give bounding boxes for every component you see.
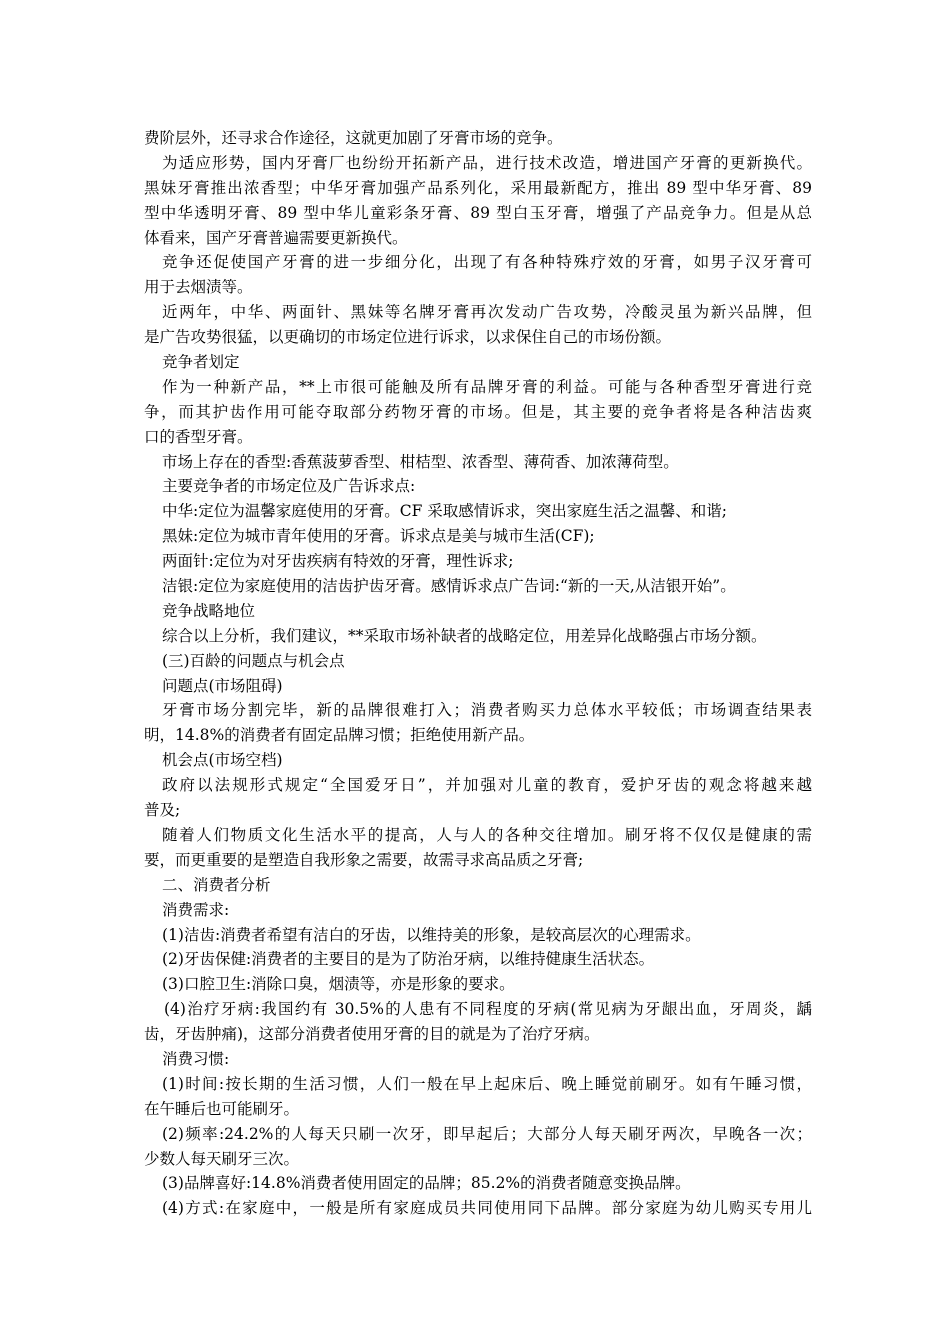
text-line: (2)牙齿保健:消费者的主要目的是为了防治牙病，以维持健康生活状态。 xyxy=(162,950,655,969)
text-line: (1)洁齿:消费者希望有洁白的牙齿，以维持美的形象，是较高层次的心理需求。 xyxy=(162,925,701,944)
text-line: 问题点(市场阻碍) xyxy=(162,676,283,695)
text-line: 牙膏市场分割完毕，新的品牌很难打入；消费者购买力总体水平较低；市场调查结果表 xyxy=(162,701,812,720)
text-line: 齿，牙齿肿痛)，这部分消费者使用牙膏的目的就是为了治疗牙病。 xyxy=(144,1025,600,1044)
text-line: 明，14.8%的消费者有固定品牌习惯；拒绝使用新产品。 xyxy=(144,726,535,745)
text-line: 型中华透明牙膏、89 型中华儿童彩条牙膏、89 型白玉牙膏，增强了产品竞争力。但是从总 xyxy=(144,203,812,222)
text-line: 竞争者划定 xyxy=(162,353,240,372)
text-line: (3)品牌喜好:14.8%消费者使用固定的品牌；85.2%的消费者随意变换品牌。 xyxy=(162,1174,691,1193)
text-line: 中华:定位为温馨家庭使用的牙膏。CF 采取感情诉求，突出家庭生活之温馨、和谐; xyxy=(162,502,727,521)
text-line: 消费需求: xyxy=(162,900,230,919)
text-line: 黑妹:定位为城市青年使用的牙膏。诉求点是美与城市生活(CF); xyxy=(162,527,595,546)
text-line: 体看来，国产牙膏普遍需要更新换代。 xyxy=(144,228,408,247)
text-line: (4)方式:在家庭中，一般是所有家庭成员共同使用同下品牌。部分家庭为幼儿购买专用儿 xyxy=(162,1199,812,1218)
text-line: 为适应形势，国内牙膏厂也纷纷开拓新产品，进行技术改造，增进国产牙膏的更新换代。 xyxy=(162,153,812,172)
text-line: 机会点(市场空档) xyxy=(162,751,283,770)
text-line: (2)频率:24.2%的人每天只刷一次牙，即早起后；大部分人每天刷牙两次，早晚各一次； xyxy=(162,1124,812,1143)
text-line: 在午睡后也可能刷牙。 xyxy=(144,1099,300,1118)
text-line: 竞争战略地位 xyxy=(162,601,256,620)
text-line: 洁银:定位为家庭使用的洁齿护齿牙膏。感情诉求点广告词:“新的一天,从洁银开始”。 xyxy=(162,577,736,596)
text-line: 近两年，中华、两面针、黑妹等名牌牙膏再次发动广告攻势，冷酸灵虽为新兴品牌，但 xyxy=(162,303,812,322)
text-line: 争，而其护齿作用可能夺取部分药物牙膏的市场。但是，其主要的竞争者将是各种洁齿爽 xyxy=(144,402,812,421)
text-line: 费阶层外，还寻求合作途径，这就更加剧了牙膏市场的竞争。 xyxy=(144,129,563,147)
text-line: 主要竞争者的市场定位及广告诉求点: xyxy=(162,477,416,496)
text-line: 政府以法规形式规定“全国爱牙日”，并加强对儿童的教育，爱护牙齿的观念将越来越 xyxy=(162,776,812,795)
text-line: 口的香型牙膏。 xyxy=(144,427,253,446)
text-line: 消费习惯: xyxy=(162,1049,230,1068)
text-line: 是广告攻势很猛，以更确切的市场定位进行诉求，以求保住自己的市场份额。 xyxy=(144,328,672,347)
text-line: (三)百龄的问题点与机会点 xyxy=(162,651,345,670)
text-line: (4)治疗牙病:我国约有 30.5%的人患有不同程度的牙病(常见病为牙龈出血，牙周炎，龋 xyxy=(164,1000,812,1019)
text-line: 作为一种新产品，**上市很可能触及所有品牌牙膏的利益。可能与各种香型牙膏进行竞 xyxy=(162,377,812,396)
text-line: 竞争还促使国产牙膏的进一步细分化，出现了有各种特殊疗效的牙膏，如男子汉牙膏可 xyxy=(162,253,812,272)
text-line: 综合以上分析，我们建议，**采取市场补缺者的战略定位，用差异化战略强占市场分额。 xyxy=(162,626,767,645)
text-line: 两面针:定位为对牙齿疾病有特效的牙膏，理性诉求; xyxy=(162,552,514,571)
text-line: 普及; xyxy=(144,801,181,820)
text-line: 二、消费者分析 xyxy=(162,875,271,894)
text-line: 黑妹牙膏推出浓香型；中华牙膏加强产品系列化，采用最新配方，推出 89 型中华牙膏、89 xyxy=(144,178,812,197)
text-line: 要，而更重要的是塑造自我形象之需要，故需寻求高品质之牙膏; xyxy=(144,850,584,869)
document-body xyxy=(144,126,812,1221)
text-line: 市场上存在的香型:香蕉菠萝香型、柑桔型、浓香型、薄荷香、加浓薄荷型。 xyxy=(162,452,679,471)
text-line: (1)时间:按长期的生活习惯，人们一般在早上起床后、晚上睡觉前刷牙。如有午睡习惯， xyxy=(162,1074,812,1093)
text-line: 用于去烟渍等。 xyxy=(144,278,253,297)
text-line: (3)口腔卫生:消除口臭，烟渍等，亦是形象的要求。 xyxy=(162,975,515,994)
text-line: 少数人每天刷牙三次。 xyxy=(144,1149,300,1168)
text-line: 随着人们物质文化生活水平的提高，人与人的各种交往增加。刷牙将不仅仅是健康的需 xyxy=(162,825,812,844)
